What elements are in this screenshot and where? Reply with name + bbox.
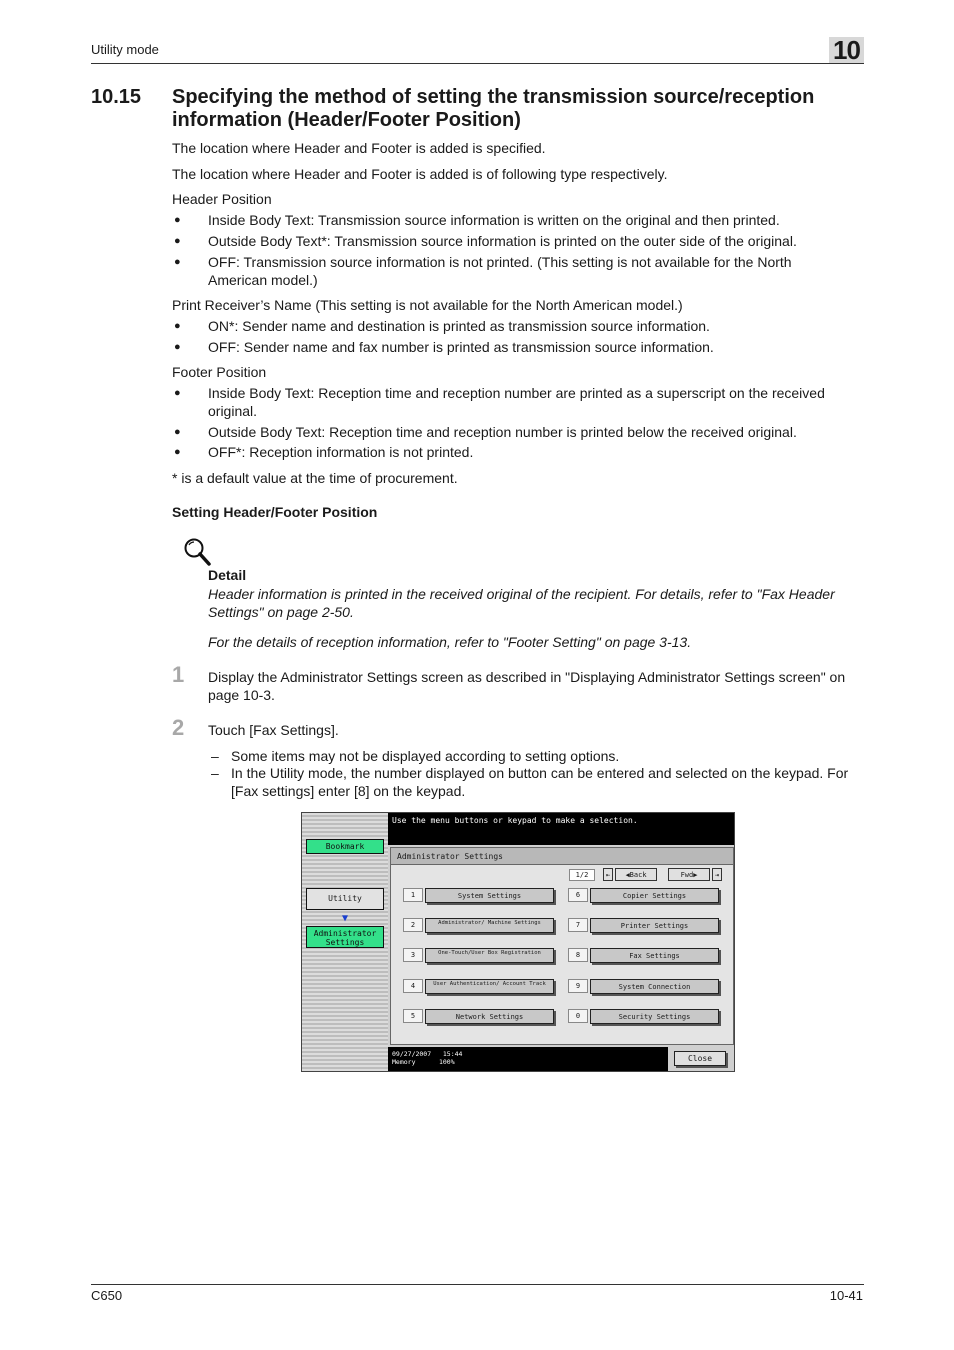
- step-number-1: 1: [172, 662, 185, 687]
- list-item: Inside Body Text: Transmission source information is written on the original and then printed.: [208, 212, 780, 228]
- detail-text-2: For the details of reception information, refer to "Footer Setting" on page 3-13.: [208, 634, 692, 650]
- page-last-icon[interactable]: ⇥: [712, 868, 722, 881]
- admin-label-line2: Settings: [325, 938, 365, 947]
- bullet-icon: ●: [174, 320, 181, 332]
- one-touch-user-box-registration-button[interactable]: One-Touch/User Box Registration: [425, 948, 554, 963]
- bullet-icon: ●: [174, 387, 181, 399]
- list-item: Outside Body Text*: Transmission source information is printed on the outer side of the original.: [208, 233, 797, 249]
- option-number: 8: [568, 948, 588, 962]
- fax-settings-button[interactable]: Fax Settings: [590, 948, 719, 963]
- user-authentication-account-track-button[interactable]: User Authentication/ Account Track: [425, 979, 554, 994]
- intro-text-2: The location where Header and Footer is added is of following type respectively.: [172, 166, 668, 182]
- list-item: OFF: Transmission source information is not printed. (This setting is not available for the North American model.): [208, 254, 792, 288]
- bullet-icon: ●: [174, 214, 181, 226]
- running-header: Utility mode: [91, 42, 159, 57]
- bullet-icon: ●: [174, 341, 181, 353]
- message-bar: Use the menu buttons or keypad to make a selection.: [388, 813, 734, 845]
- arrow-down-icon: ▼: [341, 913, 349, 924]
- step-text-2: Touch [Fax Settings].: [208, 722, 339, 738]
- admin-settings-screen: [301, 812, 735, 1072]
- admin-label-line1: Administrator: [313, 929, 377, 938]
- page-indicator: 1/2: [569, 869, 595, 881]
- option-number: 4: [403, 979, 423, 993]
- list-item: OFF: Sender name and fax number is printed as transmission source information.: [208, 339, 714, 355]
- printer-settings-button[interactable]: Printer Settings: [590, 918, 719, 933]
- magnifier-icon: [182, 537, 212, 567]
- footer-position-heading: Footer Position: [172, 364, 267, 380]
- header-position-heading: Header Position: [172, 191, 272, 207]
- forward-label: Fwd: [680, 871, 694, 879]
- dash-icon: –: [211, 748, 219, 764]
- section-number: 10.15: [91, 86, 142, 108]
- chapter-number: 10: [829, 37, 864, 64]
- system-connection-button[interactable]: System Connection: [590, 979, 719, 994]
- memory-label: Memory: [392, 1058, 416, 1066]
- footer-divider: [91, 1284, 864, 1285]
- dash-icon: –: [211, 765, 219, 781]
- time-readout: 15:44: [442, 1050, 463, 1058]
- forward-button[interactable]: Fwd▶: [668, 868, 710, 881]
- detail-label: Detail: [208, 567, 247, 583]
- status-bar: [388, 1047, 668, 1071]
- back-label: Back: [629, 871, 647, 879]
- list-item: OFF*: Reception information is not printed.: [208, 444, 474, 460]
- option-number: 7: [568, 918, 588, 932]
- bookmark-button[interactable]: Bookmark: [306, 839, 384, 854]
- option-number: 9: [568, 979, 588, 993]
- step-text-1: Display the Administrator Settings screen as described in "Displaying Administrator Settings screen" on page 10-3.: [208, 669, 846, 703]
- date-readout: 09/27/2007: [392, 1050, 432, 1058]
- option-number: 6: [568, 888, 588, 902]
- panel-title: Administrator Settings: [391, 848, 733, 865]
- option-number: 1: [403, 888, 423, 902]
- section-title: Specifying the method of setting the transmission source/reception information (Header/Footer Position): [172, 86, 815, 131]
- header-divider: [91, 63, 864, 64]
- memory-value: 100%: [438, 1058, 455, 1066]
- bullet-icon: ●: [174, 256, 181, 268]
- left-panel: [302, 813, 388, 1071]
- list-item: Inside Body Text: Reception time and reception number are printed as a superscript on the received original.: [208, 385, 825, 419]
- step-note-1: Some items may not be displayed according to setting options.: [231, 748, 620, 764]
- page-number: 10-41: [829, 1288, 863, 1303]
- utility-button[interactable]: Utility: [306, 888, 384, 910]
- network-settings-button[interactable]: Network Settings: [425, 1009, 554, 1024]
- system-settings-button[interactable]: System Settings: [425, 888, 554, 903]
- copier-settings-button[interactable]: Copier Settings: [590, 888, 719, 903]
- security-settings-button[interactable]: Security Settings: [590, 1009, 719, 1024]
- step-note-2: In the Utility mode, the number displayed on button can be entered and selected on the keypad. For [Fax settings] enter [8] on the keypad.: [231, 765, 849, 799]
- page-first-icon[interactable]: ⇤: [603, 868, 613, 881]
- close-button[interactable]: Close: [674, 1051, 726, 1066]
- detail-text-1: Header information is printed in the received original of the recipient. For details, refer to "Fax Header Settings" on page 2-50.: [208, 586, 835, 620]
- option-number: 0: [568, 1009, 588, 1023]
- administrator-settings-button[interactable]: [306, 926, 384, 948]
- intro-text-1: The location where Header and Footer is added is specified.: [172, 140, 546, 156]
- option-number: 3: [403, 948, 423, 962]
- administrator-machine-settings-button[interactable]: Administrator/ Machine Settings: [425, 918, 554, 933]
- bullet-icon: ●: [174, 446, 181, 458]
- bullet-icon: ●: [174, 235, 181, 247]
- list-item: Outside Body Text: Reception time and reception number is printed below the received original.: [208, 424, 797, 440]
- settings-panel: [390, 847, 734, 1045]
- option-number: 5: [403, 1009, 423, 1023]
- subheading: Setting Header/Footer Position: [172, 504, 378, 520]
- step-number-2: 2: [172, 715, 185, 740]
- model-name: C650: [91, 1288, 123, 1303]
- back-button[interactable]: ◀Back: [615, 868, 657, 881]
- bullet-icon: ●: [174, 426, 181, 438]
- list-item: ON*: Sender name and destination is printed as transmission source information.: [208, 318, 710, 334]
- default-note: * is a default value at the time of procurement.: [172, 470, 458, 486]
- receiver-name-heading: Print Receiver’s Name (This setting is not available for the North American model.): [172, 297, 683, 313]
- option-number: 2: [403, 918, 423, 932]
